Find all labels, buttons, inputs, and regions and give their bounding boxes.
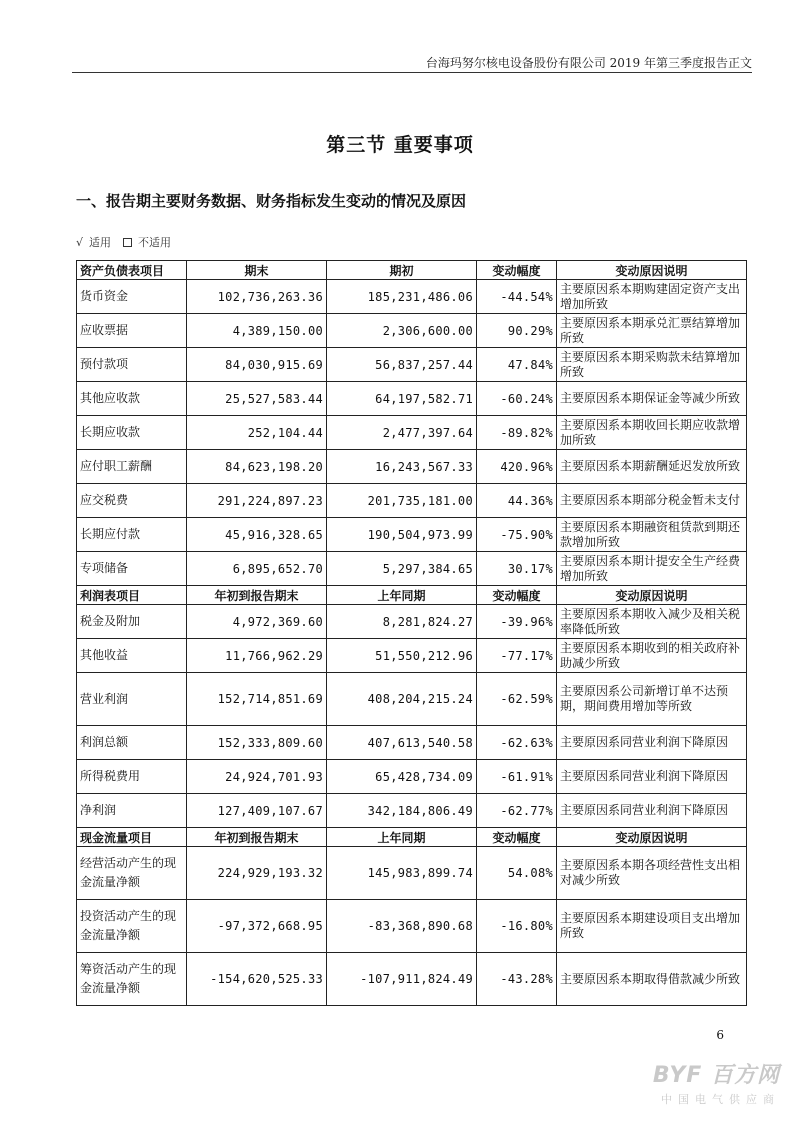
column-header: 现金流量项目: [77, 828, 187, 847]
current-value: 252,104.44: [187, 416, 327, 450]
table-row: [77, 673, 747, 726]
change-rate: -62.63%: [477, 726, 557, 760]
table-row: [77, 726, 747, 760]
prior-value: 201,735,181.00: [327, 484, 477, 518]
row-name: 应交税费: [77, 484, 187, 518]
column-header: 期初: [327, 261, 477, 280]
column-header: 上年同期: [327, 586, 477, 605]
current-value: 224,929,193.32: [187, 847, 327, 900]
table-header-row: [77, 586, 747, 605]
table-row: [77, 794, 747, 828]
current-value: 11,766,962.29: [187, 639, 327, 673]
prior-value: 2,306,600.00: [327, 314, 477, 348]
change-rate: 30.17%: [477, 552, 557, 586]
row-name: 税金及附加: [77, 605, 187, 639]
column-header: 资产负债表项目: [77, 261, 187, 280]
change-reason: 主要原因系本期保证金等减少所致: [557, 382, 747, 416]
column-header: 变动幅度: [477, 586, 557, 605]
current-value: 291,224,897.23: [187, 484, 327, 518]
change-reason: 主要原因系本期各项经营性支出相对减少所致: [557, 847, 747, 900]
prior-value: 56,837,257.44: [327, 348, 477, 382]
not-applicable-label: 不适用: [138, 236, 172, 249]
unchecked-box-icon: [123, 238, 132, 247]
change-rate: -89.82%: [477, 416, 557, 450]
change-rate: -39.96%: [477, 605, 557, 639]
current-value: -154,620,525.33: [187, 953, 327, 1006]
column-header: 利润表项目: [77, 586, 187, 605]
change-rate: -62.77%: [477, 794, 557, 828]
watermark-logo-text: BYF 百方网: [652, 1063, 780, 1088]
row-name: 营业利润: [77, 673, 187, 726]
current-value: 152,333,809.60: [187, 726, 327, 760]
page-number: 6: [716, 1028, 724, 1042]
prior-value: 408,204,215.24: [327, 673, 477, 726]
row-name: 利润总额: [77, 726, 187, 760]
current-value: 24,924,701.93: [187, 760, 327, 794]
table-row: [77, 760, 747, 794]
prior-value: 51,550,212.96: [327, 639, 477, 673]
change-reason: 主要原因系本期计提安全生产经费增加所致: [557, 552, 747, 586]
sub-heading: 一、报告期主要财务数据、财务指标发生变动的情况及原因: [76, 192, 467, 210]
table-row: [77, 314, 747, 348]
table-row: [77, 416, 747, 450]
current-value: 4,972,369.60: [187, 605, 327, 639]
change-rate: -16.80%: [477, 900, 557, 953]
table-row: [77, 953, 747, 1006]
change-rate: -62.59%: [477, 673, 557, 726]
change-rate: 420.96%: [477, 450, 557, 484]
row-name: 预付款项: [77, 348, 187, 382]
current-value: 6,895,652.70: [187, 552, 327, 586]
prior-value: 185,231,486.06: [327, 280, 477, 314]
applicable-label: 适用: [89, 236, 112, 249]
change-reason: 主要原因系本期承兑汇票结算增加所致: [557, 314, 747, 348]
row-name: 经营活动产生的现金流量净额: [77, 847, 187, 900]
change-rate: 47.84%: [477, 348, 557, 382]
change-reason: 主要原因系本期收到的相关政府补助减少所致: [557, 639, 747, 673]
section-title: 第三节 重要事项: [326, 134, 474, 156]
change-rate: -44.54%: [477, 280, 557, 314]
table-header-row: [77, 261, 747, 280]
table-row: [77, 847, 747, 900]
prior-value: 190,504,973.99: [327, 518, 477, 552]
change-reason: 主要原因系本期薪酬延迟发放所致: [557, 450, 747, 484]
change-reason: 主要原因系本期收回长期应收款增加所致: [557, 416, 747, 450]
column-header: 期末: [187, 261, 327, 280]
watermark-subtitle: 中国电气供应商: [661, 1093, 780, 1106]
change-reason: 主要原因系本期建设项目支出增加所致: [557, 900, 747, 953]
current-value: 127,409,107.67: [187, 794, 327, 828]
row-name: 货币资金: [77, 280, 187, 314]
financial-change-table: [76, 260, 747, 1006]
row-name: 所得税费用: [77, 760, 187, 794]
table-row: [77, 518, 747, 552]
row-name: 应收票据: [77, 314, 187, 348]
row-name: 净利润: [77, 794, 187, 828]
table-row: [77, 280, 747, 314]
current-value: -97,372,668.95: [187, 900, 327, 953]
row-name: 其他应收款: [77, 382, 187, 416]
table-row: [77, 605, 747, 639]
change-reason: 主要原因系本期部分税金暂未支付: [557, 484, 747, 518]
change-reason: 主要原因系本期采购款未结算增加所致: [557, 348, 747, 382]
prior-value: 342,184,806.49: [327, 794, 477, 828]
table-row: [77, 639, 747, 673]
watermark-logo: [653, 1058, 780, 1107]
current-value: 152,714,851.69: [187, 673, 327, 726]
row-name: 其他收益: [77, 639, 187, 673]
row-name: 筹资活动产生的现金流量净额: [77, 953, 187, 1006]
table-row: [77, 484, 747, 518]
change-reason: 主要原因系本期购建固定资产支出增加所致: [557, 280, 747, 314]
prior-value: 407,613,540.58: [327, 726, 477, 760]
change-rate: -61.91%: [477, 760, 557, 794]
table-row: [77, 900, 747, 953]
check-mark-icon: √: [76, 235, 84, 249]
report-header: 台海玛努尔核电设备股份有限公司 2019 年第三季度报告正文: [425, 56, 752, 70]
column-header: 变动幅度: [477, 261, 557, 280]
row-name: 应付职工薪酬: [77, 450, 187, 484]
row-name: 长期应收款: [77, 416, 187, 450]
prior-value: 64,197,582.71: [327, 382, 477, 416]
prior-value: 8,281,824.27: [327, 605, 477, 639]
change-rate: 54.08%: [477, 847, 557, 900]
change-reason: 主要原因系本期收入减少及相关税率降低所致: [557, 605, 747, 639]
current-value: 4,389,150.00: [187, 314, 327, 348]
change-rate: -60.24%: [477, 382, 557, 416]
change-reason: 主要原因系同营业利润下降原因: [557, 794, 747, 828]
current-value: 102,736,263.36: [187, 280, 327, 314]
prior-value: 2,477,397.64: [327, 416, 477, 450]
table-row: [77, 382, 747, 416]
current-value: 84,030,915.69: [187, 348, 327, 382]
table-header-row: [77, 828, 747, 847]
change-reason: 主要原因系本期取得借款减少所致: [557, 953, 747, 1006]
row-name: 投资活动产生的现金流量净额: [77, 900, 187, 953]
change-rate: -77.17%: [477, 639, 557, 673]
current-value: 84,623,198.20: [187, 450, 327, 484]
row-name: 专项储备: [77, 552, 187, 586]
change-rate: 90.29%: [477, 314, 557, 348]
column-header: 年初到报告期末: [187, 828, 327, 847]
column-header: 变动幅度: [477, 828, 557, 847]
prior-value: 5,297,384.65: [327, 552, 477, 586]
prior-value: 16,243,567.33: [327, 450, 477, 484]
change-reason: 主要原因系公司新增订单不达预期，期间费用增加等所致: [557, 673, 747, 726]
prior-value: 65,428,734.09: [327, 760, 477, 794]
prior-value: 145,983,899.74: [327, 847, 477, 900]
applicability-line: [76, 234, 171, 250]
current-value: 45,916,328.65: [187, 518, 327, 552]
change-rate: 44.36%: [477, 484, 557, 518]
column-header: 变动原因说明: [557, 261, 747, 280]
table-row: [77, 552, 747, 586]
change-rate: -75.90%: [477, 518, 557, 552]
current-value: 25,527,583.44: [187, 382, 327, 416]
column-header: 年初到报告期末: [187, 586, 327, 605]
header-divider: [72, 72, 752, 73]
column-header: 上年同期: [327, 828, 477, 847]
prior-value: -107,911,824.49: [327, 953, 477, 1006]
table-row: [77, 348, 747, 382]
table-row: [77, 450, 747, 484]
column-header: 变动原因说明: [557, 586, 747, 605]
row-name: 长期应付款: [77, 518, 187, 552]
column-header: 变动原因说明: [557, 828, 747, 847]
change-rate: -43.28%: [477, 953, 557, 1006]
change-reason: 主要原因系本期融资租赁款到期还款增加所致: [557, 518, 747, 552]
change-reason: 主要原因系同营业利润下降原因: [557, 760, 747, 794]
change-reason: 主要原因系同营业利润下降原因: [557, 726, 747, 760]
prior-value: -83,368,890.68: [327, 900, 477, 953]
